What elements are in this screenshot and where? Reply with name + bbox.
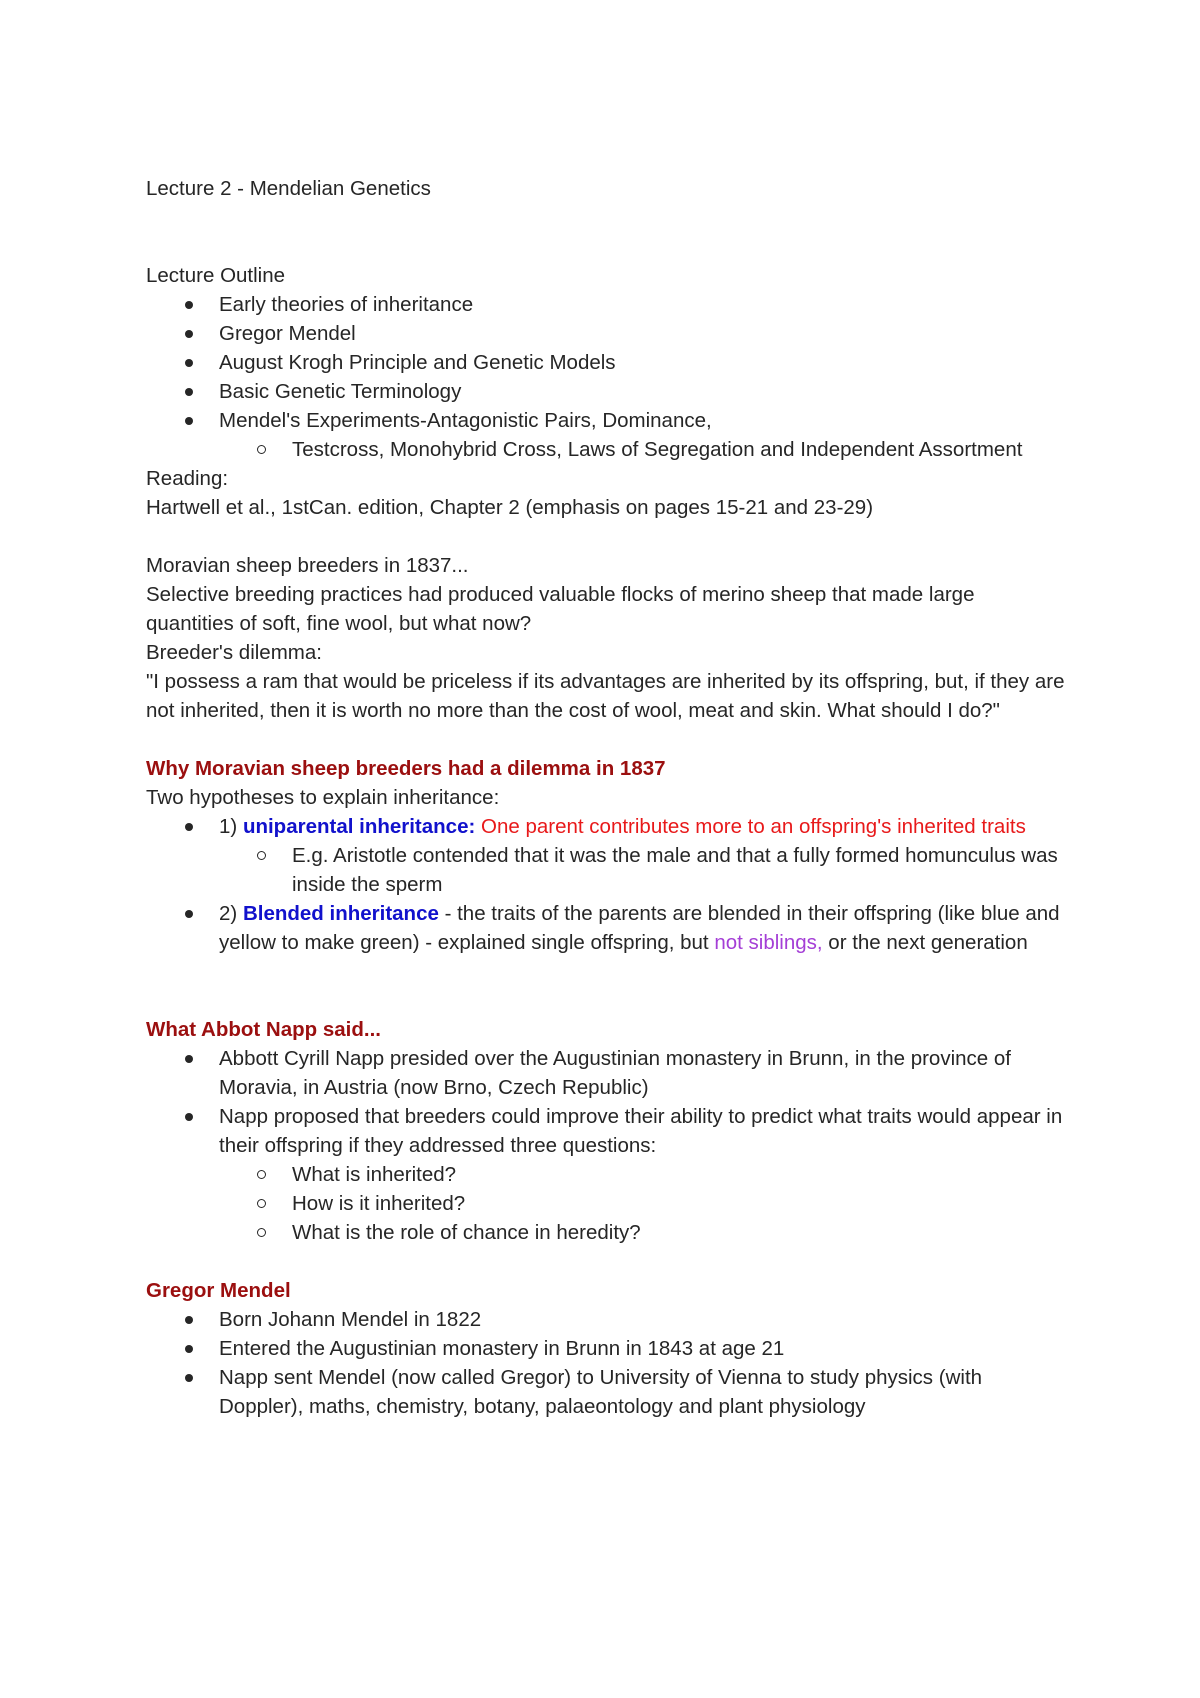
mendel-list — [146, 1305, 1066, 1421]
hypotheses-intro: Two hypotheses to explain inheritance: — [146, 786, 500, 809]
list-item — [146, 812, 1066, 899]
list-item: Testcross, Monohybrid Cross, Laws of Segregation and Independent Assortment — [219, 435, 1066, 464]
questions-sublist — [219, 1160, 1066, 1247]
list-item: E.g. Aristotle contended that it was the male and that a fully formed homunculus was inside the sperm — [219, 841, 1066, 899]
list-item: August Krogh Principle and Genetic Models — [146, 348, 1066, 377]
list-item: Basic Genetic Terminology — [146, 377, 1066, 406]
term-uniparental: uniparental inheritance: — [242, 815, 476, 838]
napp-list — [146, 1044, 1066, 1247]
moravian-intro: Moravian sheep breeders in 1837... — [146, 554, 469, 577]
list-item: How is it inherited? — [219, 1189, 1066, 1218]
list-item: Abbott Cyrill Napp presided over the Augustinian monastery in Brunn, in the province of Moravia, in Austria (now Brno, Czech Republic) — [146, 1044, 1066, 1102]
breeder-quote: "I possess a ram that would be priceless if its advantages are inherited by its offspring, but, if they are not inherited, then it is worth no more than the cost of wool, meat and skin. What should I do?" — [146, 670, 1065, 722]
item-number: 1) — [219, 815, 243, 838]
reading-text: Hartwell et al., 1stCan. edition, Chapter 2 (emphasis on pages 15-21 and 23-29) — [146, 496, 874, 519]
section-heading-mendel: Gregor Mendel — [146, 1279, 291, 1302]
reading-label: Reading: — [146, 467, 229, 490]
section-heading-dilemma: Why Moravian sheep breeders had a dilemma in 1837 — [146, 757, 666, 780]
definition-blended: - the traits of the parents are blended in their offspring (like blue and yellow to make green) - explained single offspring, but — [219, 902, 1060, 954]
hypothesis-sublist — [219, 841, 1066, 899]
term-blended: Blended inheritance — [242, 902, 439, 925]
list-item: Early theories of inheritance — [146, 290, 1066, 319]
document-title: Lecture 2 - Mendelian Genetics — [146, 177, 431, 200]
list-item — [146, 899, 1066, 957]
document-body — [146, 174, 1066, 1421]
outline-heading: Lecture Outline — [146, 264, 286, 287]
list-item — [146, 406, 1066, 464]
list-item: What is the role of chance in heredity? — [219, 1218, 1066, 1247]
list-item-text: Napp proposed that breeders could improve their ability to predict what traits would appear in their offspring if they addressed three questions: — [219, 1105, 1063, 1157]
list-item: Born Johann Mendel in 1822 — [146, 1305, 1066, 1334]
moravian-context: Selective breeding practices had produced valuable flocks of merino sheep that made large quantities of soft, fine wool, but what now? — [146, 583, 975, 635]
list-item: Entered the Augustinian monastery in Brunn in 1843 at age 21 — [146, 1334, 1066, 1363]
hypotheses-list — [146, 812, 1066, 957]
outline-list — [146, 290, 1066, 464]
highlight-siblings: not siblings, — [714, 931, 823, 954]
dilemma-label: Breeder's dilemma: — [146, 641, 322, 664]
list-item: What is inherited? — [219, 1160, 1066, 1189]
definition-end: or the next generation — [822, 931, 1028, 954]
list-item — [146, 1102, 1066, 1247]
definition-uniparental: One parent contributes more to an offspring's inherited traits — [475, 815, 1026, 838]
list-item-text: Mendel's Experiments-Antagonistic Pairs, Dominance, — [219, 409, 712, 432]
section-heading-napp: What Abbot Napp said... — [146, 1018, 381, 1041]
list-item: Napp sent Mendel (now called Gregor) to University of Vienna to study physics (with Doppler), maths, chemistry, botany, palaeontology and plant physiology — [146, 1363, 1066, 1421]
item-number: 2) — [219, 902, 243, 925]
list-item: Gregor Mendel — [146, 319, 1066, 348]
outline-sublist — [219, 435, 1066, 464]
